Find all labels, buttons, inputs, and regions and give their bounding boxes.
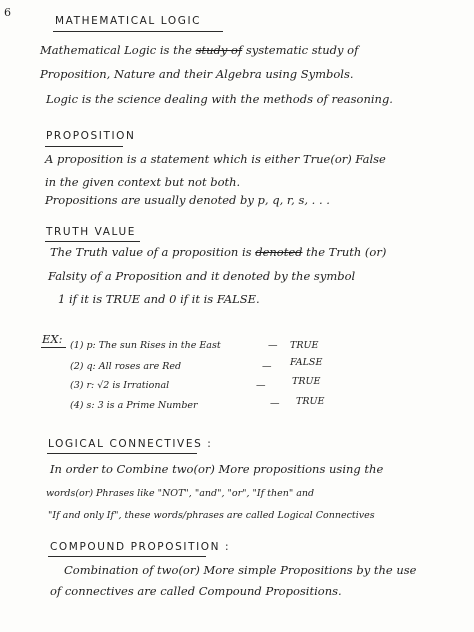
truth-value-struck-word: denoted (255, 245, 303, 259)
truth-value-underline (45, 241, 140, 242)
connectives-line-3: "If and only If", these words/phrases are called Logical Connectives (48, 510, 375, 521)
connectives-line-1: In order to Combine two(or) More propositions using the (50, 462, 384, 476)
truth-value-line-1 (50, 245, 386, 259)
truth-value-heading: TRUTH VALUE (46, 226, 136, 238)
proposition-line-2: in the given context but not both. (45, 175, 241, 189)
example-row-2-value: FALSE (290, 357, 323, 368)
example-label: EX: (42, 332, 63, 346)
proposition-line-1: A proposition is a statement which is either True(or) False (45, 152, 386, 166)
title-underline (53, 31, 223, 32)
intro-struck-words: study of (195, 43, 243, 57)
truth-value-line-1-start: The Truth value of a proposition is (50, 245, 252, 259)
example-row-2-dash: — (262, 361, 272, 372)
page-title: MATHEMATICAL LOGIC (55, 15, 202, 27)
example-label-underline (41, 347, 66, 348)
intro-line-2: Proposition, Nature and their Algebra using Symbols. (40, 67, 354, 81)
compound-heading: COMPOUND PROPOSITION : (50, 541, 231, 553)
corner-mark: 6 (4, 6, 11, 19)
truth-value-line-1-end: the Truth (or) (306, 245, 387, 259)
example-row-4-value: TRUE (296, 396, 325, 407)
truth-value-line-2: Falsity of a Proposition and it denoted by the symbol (48, 269, 356, 283)
example-row-2-text: (2) q: All roses are Red (70, 361, 182, 372)
connectives-line-2: words(or) Phrases like "NOT", "and", "or", "If then" and (46, 488, 315, 499)
compound-line-1: Combination of two(or) More simple Propositions by the use (64, 563, 417, 577)
example-row-3-dash: — (256, 380, 266, 391)
example-row-1-value: TRUE (290, 340, 319, 351)
proposition-underline (45, 146, 123, 147)
intro-line-1 (40, 43, 358, 57)
example-row-4-text: (4) s: 3 is a Prime Number (70, 400, 198, 411)
intro-line-1-start: Mathematical Logic is the (40, 43, 192, 57)
truth-value-line-3: 1 if it is TRUE and 0 if it is FALSE. (58, 292, 260, 306)
compound-underline (48, 556, 206, 557)
example-row-1-dash: — (268, 340, 278, 351)
example-row-1-text: (1) p: The sun Rises in the East (70, 340, 221, 351)
connectives-heading: LOGICAL CONNECTIVES : (48, 438, 213, 450)
compound-line-2: of connectives are called Compound Propositions. (50, 584, 342, 598)
proposition-line-3: Propositions are usually denoted by p, q, r, s, . . . (45, 193, 330, 207)
example-row-3-value: TRUE (292, 376, 321, 387)
example-row-3-text: (3) r: √2 is Irrational (70, 380, 170, 391)
connectives-underline (47, 453, 197, 454)
example-row-4-dash: — (270, 398, 280, 409)
intro-line-1-end: systematic study of (245, 43, 359, 57)
intro-line-3: Logic is the science dealing with the methods of reasoning. (46, 92, 393, 106)
proposition-heading: PROPOSITION (46, 130, 136, 142)
